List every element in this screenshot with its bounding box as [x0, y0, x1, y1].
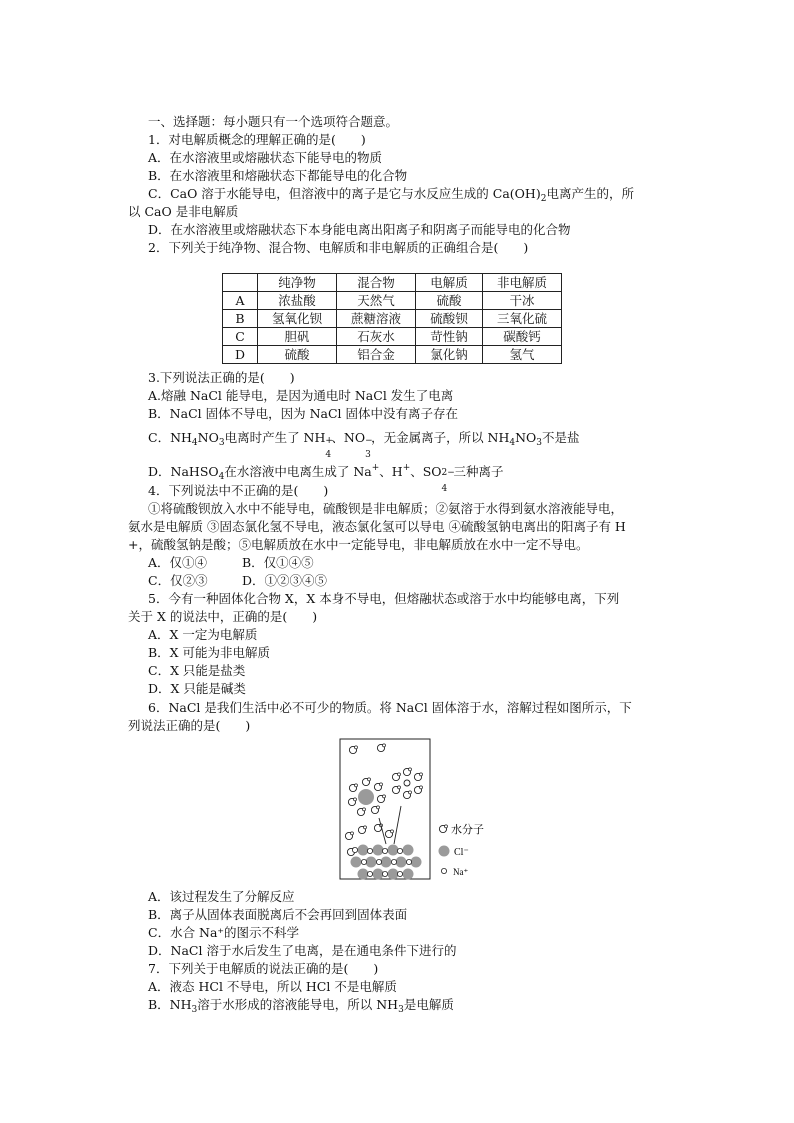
- q4-option-d: D．①②③④⑤: [242, 573, 328, 588]
- q5-option-c: C．X 只能是盐类: [148, 663, 246, 678]
- table-header-cell: 电解质: [416, 274, 483, 292]
- table-cell: 氢氧化钡: [258, 310, 337, 328]
- q3-option-a: A.熔融 NaCl 能导电，是因为通电时 NaCl 发生了电离: [148, 388, 454, 403]
- q6-option-c: C．水合 Na⁺的图示不科学: [148, 925, 300, 940]
- q5-stem-line1: 5．今有一种固体化合物 X，X 本身不导电，但熔融状态或溶于水中均能够电离，下列: [148, 591, 620, 606]
- table-header-cell: 混合物: [337, 274, 416, 292]
- q6-stem-line2: 列说法正确的是( ): [128, 718, 251, 733]
- q2-stem: 2．下列关于纯净物、混合物、电解质和非电解质的正确组合是( ): [148, 240, 529, 255]
- q5-stem-line2: 关于 X 的说法中，正确的是( ): [128, 609, 318, 624]
- table-cell: 铝合金: [337, 346, 416, 364]
- legend-na-label: Na⁺: [453, 867, 469, 877]
- q6-option-a: A．该过程发生了分解反应: [148, 889, 295, 904]
- table-cell: C: [223, 328, 258, 346]
- table-cell: D: [223, 346, 258, 364]
- table-cell: 石灰水: [337, 328, 416, 346]
- table-header-row: [223, 274, 562, 292]
- q7-option-a: A．液态 HCl 不导电，所以 HCl 不是电解质: [148, 979, 397, 994]
- q5-option-d: D．X 只能是碱类: [148, 681, 246, 696]
- cl-ion-legend-icon: [439, 846, 450, 857]
- table-header-cell: 非电解质: [483, 274, 562, 292]
- q7-option-b: B．$NH_3$溶于水形成的溶液能导电，所以 $NH_3$是电解质: [148, 997, 454, 1015]
- nacl-dissolution-figure: [339, 738, 499, 884]
- nacl-crystal-lattice: [351, 845, 422, 880]
- section-header: 一、选择题：每小题只有一个选项符合题意。: [148, 114, 399, 129]
- table-cell: 干冰: [483, 292, 562, 310]
- table-cell: 浓盐酸: [258, 292, 337, 310]
- hydrated-cl-ion: [358, 789, 374, 805]
- q3-option-d: D．NaHSO$_4$在水溶液中电离生成了 Na+、H+、SO 2− 4 三种离子: [148, 463, 504, 494]
- legend-water-label: 水分子: [451, 824, 484, 836]
- table-header-cell: 纯净物: [258, 274, 337, 292]
- table-cell: 碳酸钙: [483, 328, 562, 346]
- q6-option-d: D．NaCl 溶于水后发生了电离，是在通电条件下进行的: [148, 943, 457, 958]
- table-cell: 胆矾: [258, 328, 337, 346]
- table-row: [223, 292, 562, 310]
- table-row: [223, 310, 562, 328]
- q1-option-c-line1: C．CaO 溶于水能导电，但溶液中的离子是它与水反应生成的 $Ca(OH)_2$电离产生的，所: [148, 186, 634, 204]
- q1-option-a: A．在水溶液里或熔融状态下能导电的物质: [148, 150, 383, 165]
- table-row: [223, 328, 562, 346]
- table-cell: 氯化钠: [416, 346, 483, 364]
- q4-stem: 4．下列说法中不正确的是( ): [148, 483, 329, 498]
- table-cell: 蔗糖溶液: [337, 310, 416, 328]
- q3-option-b: B．NaCl 固体不导电，因为 NaCl 固体中没有离子存在: [148, 406, 459, 421]
- q6-option-b: B．离子从固体表面脱离后不会再回到固体表面: [148, 907, 408, 922]
- q2-options-table: [222, 273, 562, 364]
- q4-option-c: C．仅②③: [148, 573, 208, 588]
- q5-option-a: A．X 一定为电解质: [148, 627, 258, 642]
- table-header-cell: [223, 274, 258, 292]
- q4-option-b: B．仅①④⑤: [242, 555, 314, 570]
- legend-cl-label: Cl⁻: [454, 847, 469, 858]
- table-cell: 氢气: [483, 346, 562, 364]
- q4-statement-line1: ①将硫酸钡放入水中不能导电，硫酸钡是非电解质；②氨溶于水得到氨水溶液能导电，: [148, 501, 624, 516]
- water-molecule-legend-icon: [439, 825, 447, 833]
- hydrated-na-ion: [404, 780, 410, 786]
- table-cell: 天然气: [337, 292, 416, 310]
- table-cell: B: [223, 310, 258, 328]
- table-cell: 硫酸钡: [416, 310, 483, 328]
- q4-statement-line3: +，硫酸氢钠是酸；⑤电解质放在水中一定能导电，非电解质放在水中一定不导电。: [128, 537, 589, 552]
- q1-option-d: D．在水溶液里或熔融状态下本身能电离出阳离子和阴离子而能导电的化合物: [148, 222, 571, 237]
- q6-stem-line1: 6．NaCl 是我们生活中必不可少的物质。将 NaCl 固体溶于水，溶解过程如图所示，下: [148, 700, 632, 715]
- na-ion-legend-icon: [441, 868, 446, 873]
- table-cell: A: [223, 292, 258, 310]
- table-cell: 硫酸: [416, 292, 483, 310]
- table-cell: 苛性钠: [416, 328, 483, 346]
- table-cell: 硫酸: [258, 346, 337, 364]
- q1-stem: 1．对电解质概念的理解正确的是( ): [148, 132, 366, 147]
- q7-stem: 7．下列关于电解质的说法正确的是( ): [148, 961, 379, 976]
- table-cell: 三氧化硫: [483, 310, 562, 328]
- q3-option-c: C．$NH_4NO_3$电离时产生了 NH + 4 、NO − 3 ，无金属离子，所以 $NH_4NO_3$不是盐: [148, 430, 580, 460]
- q1-option-c-line2: 以 CaO 是非电解质: [128, 204, 239, 219]
- q5-option-b: B．X 可能为非电解质: [148, 645, 271, 660]
- q4-statement-line2: 氨水是电解质 ③固态氯化氢不导电，液态氯化氢可以导电 ④硫酸氢钠电离出的阳离子有 H: [128, 519, 626, 534]
- table-row: [223, 346, 562, 364]
- q3-stem: 3.下列说法正确的是( ): [148, 370, 295, 385]
- q1-option-b: B．在水溶液里和熔融状态下都能导电的化合物: [148, 168, 408, 183]
- q4-option-a: A．仅①④: [148, 555, 208, 570]
